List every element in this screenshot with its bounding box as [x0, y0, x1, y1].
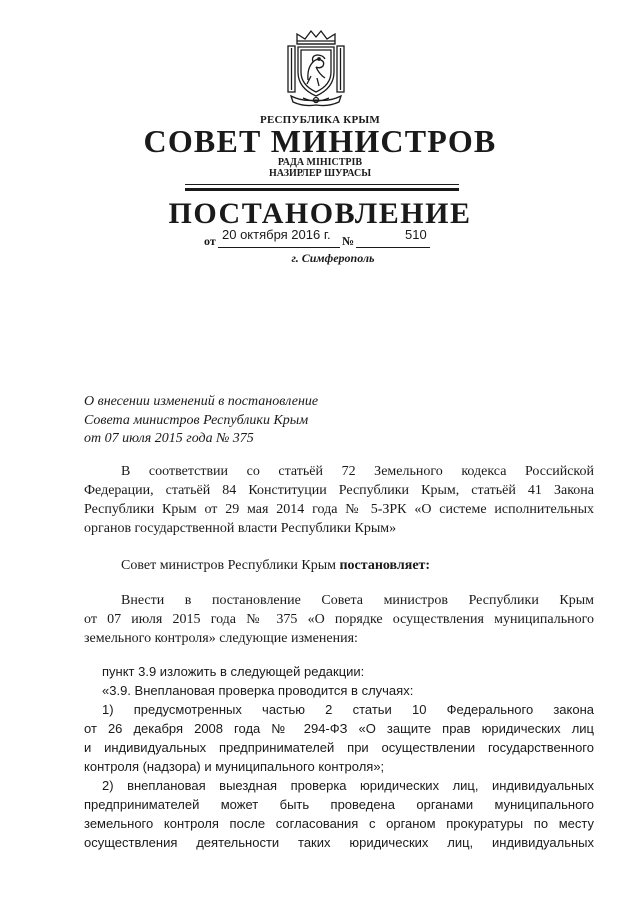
date-underline [218, 247, 340, 248]
council-title-ukrainian: РАДА МІНІСТРІВ [277, 157, 363, 168]
text-line: земельного контроля» следующие изменения: [84, 631, 358, 646]
text-line: Внести в постановление Совета министров Республики Крым [121, 593, 594, 608]
text-line: Федерации, статьёй 84 Конституции Республики Крым, статьёй 41 Закона [84, 483, 594, 498]
text-line: В соответствии со статьёй 72 Земельного кодекса Российской [121, 464, 594, 479]
subject-line: Совета министров Республики Крым [84, 412, 309, 428]
date-label: от [204, 234, 216, 248]
coat-of-arms-emblem [283, 28, 349, 108]
text-line: и индивидуальных предпринимателей при осуществлении государственного [84, 740, 594, 755]
text-line: 2) внеплановая выездная проверка юридических лиц, индивидуальных [102, 778, 594, 793]
text-line: предпринимателей может быть проведена органами муниципального [84, 797, 594, 812]
council-title-crimean-tatar: НАЗИРЛЕР ШУРАСЫ [268, 168, 372, 179]
preamble-paragraph [84, 462, 594, 538]
text-line: от 26 декабря 2008 года № 294-ФЗ «О защите прав юридических лиц [84, 721, 594, 736]
republic-name: РЕСПУБЛИКА КРЫМ [260, 114, 380, 126]
text-line: осуществления деятельности таких юридических лиц, индивидуальных [84, 835, 594, 850]
header-divider-thin [185, 184, 459, 185]
text-line: пункт 3.9 изложить в следующей редакции: [102, 664, 365, 679]
document-type-title: ПОСТАНОВЛЕНИЕ [168, 197, 472, 230]
text-line: 1) предусмотренных частью 2 статьи 10 Федерального закона [102, 702, 594, 717]
subject-line: О внесении изменений в постановление [84, 394, 319, 409]
text-line: контроля (надзора) и муниципального контроля»; [84, 759, 385, 774]
date-value: 20 октября 2016 г. [222, 227, 331, 242]
resolution-text: Совет министров Республики Крым [121, 558, 340, 573]
amendment-text [84, 662, 594, 852]
council-title: СОВЕТ МИНИСТРОВ [143, 123, 497, 159]
text-line: Республики Крым от 29 мая 2014 года № 5-ЗРК «О системе исполнительных [84, 502, 594, 517]
resolution-verb: постановляет: [339, 558, 431, 573]
number-value: 510 [405, 227, 427, 242]
header-divider-thick [185, 188, 459, 191]
city-name: г. Симферополь [291, 251, 375, 265]
text-line: от 07 июля 2015 года № 375 «О порядке осуществления муниципального [84, 612, 594, 627]
document-subject [84, 393, 318, 449]
text-line [84, 556, 594, 575]
number-underline [356, 247, 430, 248]
text-line: «3.9. Внеплановая проверка проводится в случаях: [102, 683, 414, 698]
amendment-paragraph [84, 591, 594, 648]
resolution-paragraph [84, 556, 594, 575]
subject-line: от 07 июля 2015 года № 375 [84, 431, 254, 446]
text-line: органов государственной власти Республики Крым» [84, 521, 397, 536]
text-line: земельного контроля после согласования с органом прокуратуры по месту [84, 816, 594, 831]
number-label: № [342, 234, 355, 248]
